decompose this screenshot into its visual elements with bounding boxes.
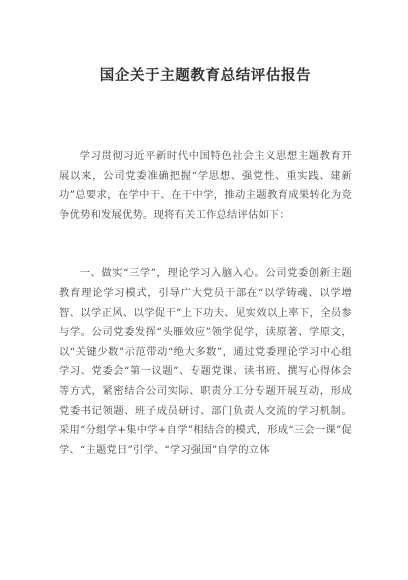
intro-paragraph: 学习贯彻习近平新时代中国特色社会主义思想主题教育开展以来，公司党委准确把握“学思想、强党性、重实践、建新功”总要求，在学中干、在干中学，推动主题教育成果转化为竞争优势和发展优势。现将有关工作总结评估如下： [59, 150, 352, 221]
document-title: 国企关于主题教育总结评估报告 [99, 68, 312, 84]
section-one-paragraph: 一、做实“三学”，理论学习入脑入心。公司党委创新主题教育理论学习模式，引导广大党员干部在“以学铸魂、以学增智、以学正风、以学促干”上下功夫、见实效以上率下，全员参与学。公司党委发挥“头雁效应”领学促学，读原著、学原文，以“关键少数”示范带动“绝大多数”，通过党委理论学习中心组学习、党委会“第一议题”、专题党课、读书班、撰写心得体会等方式，紧密结合公司实际、职责分工分专题开展互动，形成党委书记领题、班子成员研讨、部门负责人交流的学习机制。采用“分组学+集中学+自学”相结合的模式，形成“三会一课”促学、“主题党日”引学、“学习强国”自学的立体 [59, 267, 352, 456]
